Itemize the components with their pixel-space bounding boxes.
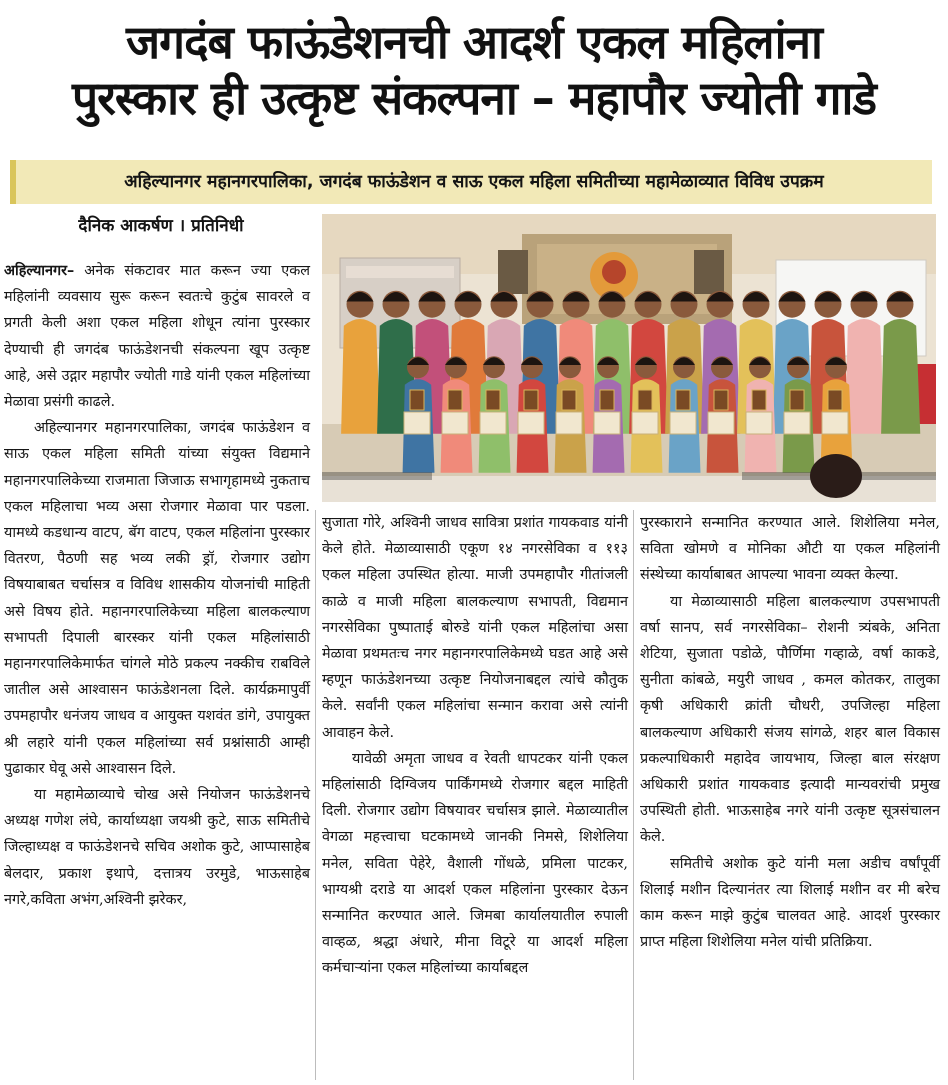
- gift-bag: [556, 412, 582, 434]
- award-plaque: [638, 390, 652, 410]
- gift-bag: [822, 412, 848, 434]
- award-plaque: [828, 390, 842, 410]
- article-column-2: [322, 510, 628, 982]
- gift-bag: [746, 412, 772, 434]
- paragraph: अहिल्यानगर महानगरपालिका, जगदंब फाऊंडेशन व साऊ एकल महिला समिती यांच्या संयुक्त विद्यमाने महानगरपालिकेच्या राजमाता जिजाऊ सभागृहामध्ये नुकताच एकल महिलाचा भव्य असा रोजगार मेळावा पार पडला. यामध्ये कडधान्य वाटप, बॅग वाटप, एकल महिलांना पुरस्कार वितरण, पैठणी सह भव्य लकी ड्रॉ, रोजगार उद्योग विषयाबाबत चर्चासत्र व विविध शासकीय योजनांची माहिती असे विषय होते. महानगरपालिकेच्या महिला बालकल्याण सभापती दिपाली बारस्कर यांनी एकल महिलांसाठी महानगरपालिकेमार्फत चांगले मोठे प्रकल्प नक्कीच राबविले जातील असे आश्वासन फाऊंडेशनला दिले. कार्यक्रमापुर्वी उपमहापौर धनंजय जाधव व आयुक्त यशवंत डांगे, उपायुक्त श्री लहारे यांनी एकल महिलांच्या सर्व प्रश्नांसाठी आम्ही पुढाकार घेवू असे आश्वासन दिले.: [4, 420, 310, 777]
- group-photo: [322, 214, 936, 502]
- award-plaque: [448, 390, 462, 410]
- award-plaque: [752, 390, 766, 410]
- gift-bag: [594, 412, 620, 434]
- paragraph: यावेळी अमृता जाधव व रेवती धापटकर यांनी एकल महिलांसाठी दिग्विजय पार्किंगमध्ये रोजगार बद्दल माहिती दिली. रोजगार उद्योग विषयावर चर्चासत्र झाले. मेळाव्यातील वेगळा महत्त्वाचा घटकामध्ये जानकी निमसे, शिशेलिया मनेल, सविता पेहेरे, वैशाली गोंधळे, प्रमिला पाटकर, भाग्यश्री दराडे या आदर्श एकल महिलांना पुरस्कार देऊन सन्मानित करण्यात आले. जिमबा कार्यालयातील रुपाली वाव्हळ, श्रद्धा अंधारे, मीना विटूरे या आदर्श महिला कर्मचाऱ्यांना एकल महिलांच्या कार्याबद्दल: [322, 750, 628, 977]
- byline: दैनिक आकर्षण । प्रतिनिधी: [78, 216, 244, 236]
- article-column-1: [4, 258, 310, 913]
- headline-line-2: पुरस्कार ही उत्कृष्ट संकल्पना – महापौर ज्योती गाडे: [71, 71, 877, 125]
- subheadline: अहिल्यानगर महानगरपालिका, जगदंब फाऊंडेशन व साऊ एकल महिला समितीच्या महामेळाव्यात विविध उपक्रम: [10, 160, 932, 204]
- column-divider: [633, 510, 634, 1080]
- gift-bag: [480, 412, 506, 434]
- paragraph: सुजाता गोरे, अश्विनी जाधव सावित्रा प्रशांत गायकवाड यांनी केले होते. मेळाव्यासाठी एकूण १४ नगरसेविका व ११३ एकल महिला उपस्थित होत्या. माजी उपमहापौर गीतांजली काळे व माजी महिला बालकल्याण सभापती, विद्यमान नगरसेविका पुष्पाताई बोरुडे यांनी एकल महिलांचा असा मेळावा प्रथमतःच नगर महानगरपालिकेमध्ये घडत आहे असे म्हणून फाऊंडेशनच्या उत्कृष्ट नियोजनाबद्दल त्यांचे कौतुक केले. सर्वांनी एकल महिलांचा सन्मान करावा असे त्यांनी आवाहन केले.: [322, 515, 628, 741]
- award-plaque: [600, 390, 614, 410]
- group-photo-image: [322, 214, 936, 502]
- paragraph: पुरस्काराने सन्मानित करण्यात आले. शिशेलिया मनेल, सविता खोमणे व मोनिका औटी या एकल महिलांनी संस्थेच्या कार्याबाबत आपल्या भावना व्यक्त केल्या.: [640, 515, 940, 584]
- gift-bag: [632, 412, 658, 434]
- column-divider: [315, 510, 316, 1080]
- person-figure: [845, 319, 884, 434]
- article-column-3: [640, 510, 940, 955]
- paragraph: [4, 258, 310, 415]
- paragraph-text: अनेक संकटावर मात करून ज्या एकल महिलांनी व्यवसाय सुरू करून स्वतःचे कुटुंब सावरले व प्रगती केली अशा एकल महिला शोधून त्यांना पुरस्कार देण्याची ही जगदंब फाऊंडेशनची संकल्पना खूप उत्कृष्ट आहे, असे उद्गार महापौर ज्योती गाडे यांनी एकल महिलांच्या मेळावा प्रसंगी काढले.: [4, 263, 311, 411]
- award-plaque: [676, 390, 690, 410]
- award-plaque: [524, 390, 538, 410]
- person-figure: [881, 319, 920, 434]
- award-plaque: [790, 390, 804, 410]
- gift-bag: [708, 412, 734, 434]
- headline: [0, 14, 948, 126]
- award-plaque: [562, 390, 576, 410]
- gift-bag: [404, 412, 430, 434]
- dateline: अहिल्यानगर–: [4, 263, 75, 279]
- gift-bag: [784, 412, 810, 434]
- gift-bag: [442, 412, 468, 434]
- person-figure: [341, 319, 380, 434]
- award-plaque: [410, 390, 424, 410]
- award-plaque: [714, 390, 728, 410]
- headline-line-1: जगदंब फाऊंडेशनची आदर्श एकल महिलांना: [126, 15, 822, 69]
- paragraph: समितीचे अशोक कुटे यांनी मला अडीच वर्षांपूर्वी शिलाई मशीन दिल्यानंतर त्या शिलाई मशीन वर मी बरेच काम करून माझे कुटुंब चालवत आहे. आदर्श पुरस्कार प्राप्त महिला शिशेलिया मनेल यांची प्रतिक्रिया.: [640, 855, 940, 951]
- paragraph: या मेळाव्यासाठी महिला बालकल्याण उपसभापती वर्षा सानप, सर्व नगरसेविका– रोशनी त्र्यंबके, अनिता शेटिया, सुजाता पडोळे, पौर्णिमा गव्हाळे, वर्षा काकडे, सुनीता कांबळे, मयुरी जाधव , कमल कोतकर, तालुका कृषी अधिकारी क्रांती चौधरी, उपजिल्हा महिला बालकल्याण अधिकारी संजय सांगळे, शहर बाल विकास प्रकल्पाधिकारी महादेव जायभाय, जिल्हा बाल संरक्षण अधिकारी प्रशांत गायकवाड इत्यादी मान्यवरांची प्रमुख उपस्थिती होती. भाऊसाहेब नगरे यांनी उत्कृष्ट सूत्रसंचालन केले.: [640, 593, 940, 846]
- paragraph: या महामेळाव्याचे चोख असे नियोजन फाऊंडेशनचे अध्यक्ष गणेश लंघे, कार्याध्यक्षा जयश्री कुटे, साऊ समितीचे जिल्हाध्यक्ष व फाऊंडेशनचे सचिव अशोक कुटे, आप्पासाहेब बेलदार, प्रकाश इथापे, दत्तात्रय उरमुडे, भाऊसाहेब नगरे,कविता अभंग,अश्विनी झरेकर,: [4, 787, 310, 908]
- gift-bag: [518, 412, 544, 434]
- award-plaque: [486, 390, 500, 410]
- gift-bag: [670, 412, 696, 434]
